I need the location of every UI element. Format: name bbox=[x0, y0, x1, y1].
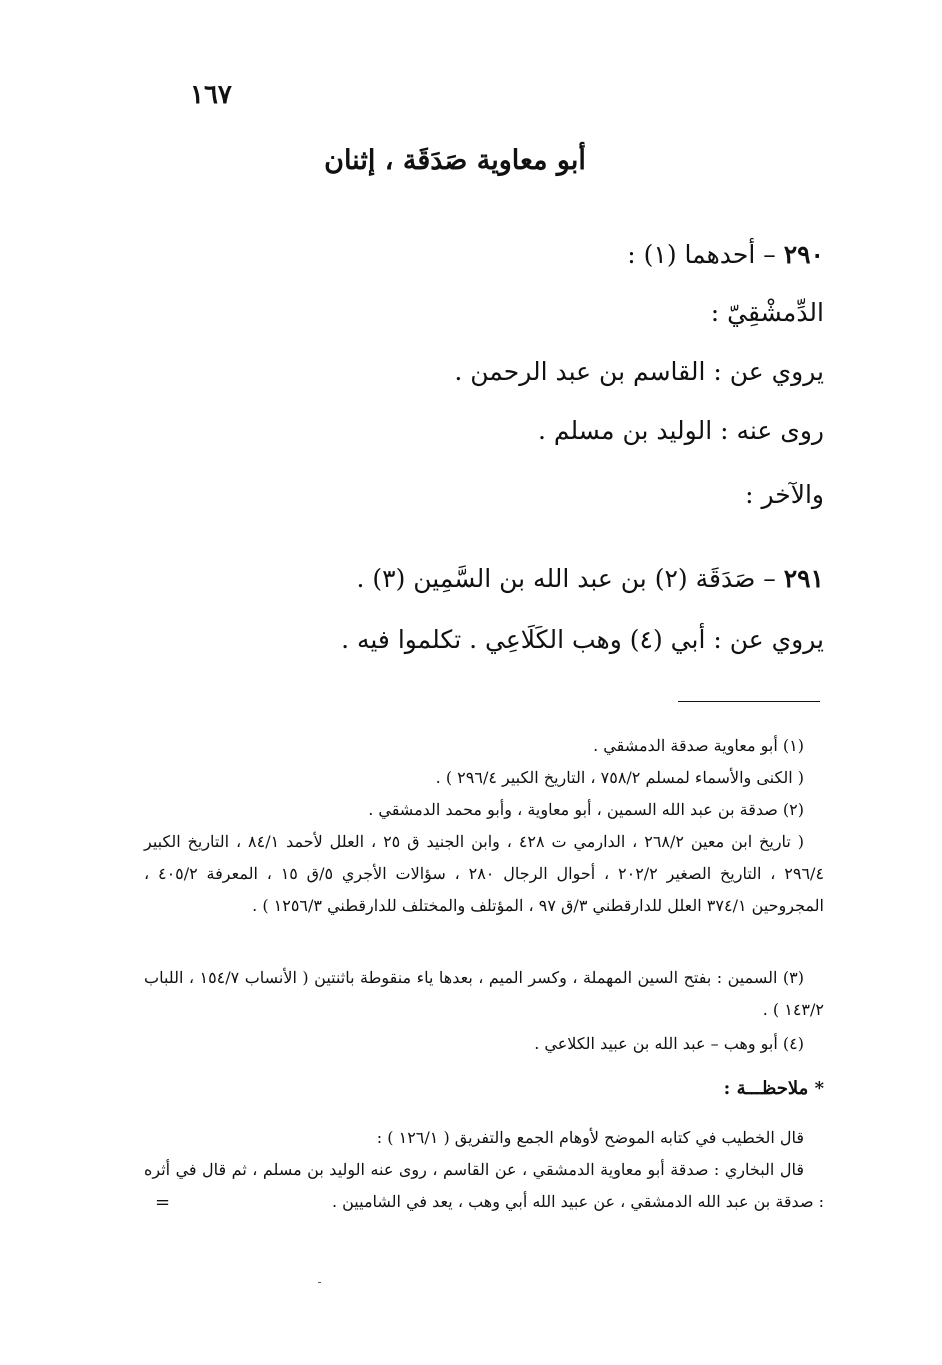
remark-line-1: قال الخطيب في كتابه الموضح لأوهام الجمع والتفريق ( ١٢٦/١ ) : bbox=[376, 1128, 804, 1147]
entry-290-heading bbox=[124, 240, 824, 269]
continuation-mark: = bbox=[155, 1192, 171, 1213]
other-label: والآخر : bbox=[745, 480, 824, 509]
entry-291-head-text: – صَدَقَة (٢) بن عبد الله بن السَّمِين (٣) . bbox=[356, 564, 776, 593]
entry-290-narrates-from: يروي عن : القاسم بن عبد الرحمن . bbox=[454, 357, 824, 386]
entry-290-number: ٢٩٠ bbox=[783, 240, 824, 269]
page-speck bbox=[318, 1282, 321, 1283]
page-number: ١٦٧ bbox=[190, 80, 232, 110]
footnote-1-text: (١) أبو معاوية صدقة الدمشقي . bbox=[593, 736, 804, 755]
entry-290-nisba: الدِّمشْقِيّ : bbox=[710, 298, 824, 327]
entry-290-head-text: – أحدهما (١) : bbox=[627, 240, 776, 269]
remark-heading: * ملاحظـــة : bbox=[723, 1078, 824, 1099]
entry-291-number: ٢٩١ bbox=[783, 564, 824, 593]
footnote-separator bbox=[678, 701, 820, 702]
entry-291-heading bbox=[124, 564, 824, 593]
footnote-1-sources: ( الكنى والأسماء لمسلم ٧٥٨/٢ ، التاريخ الكبير ٢٩٦/٤ ) . bbox=[435, 768, 804, 787]
footnote-2-sources: ( تاريخ ابن معين ٢٦٨/٢ ، الدارمي ت ٤٢٨ ، وابن الجنيد ق ٢٥ ، العلل لأحمد ٨٤/١ ، التاريخ الكبير ٢٩٦/٤ ، التاريخ الصغير ٢٠٢/٢ ، أحوال الرجال ٢٨٠ ، سؤالات الأجري ٥/ق ١٥ ، المعرفة ٤٠٥/٢ ، المجروحين ٣٧٤/١ العلل للدارقطني ٣/ق ٩٧ ، المؤتلف والمختلف للدارقطني ١٢٥٦/٣ ) . bbox=[144, 832, 825, 915]
entry-291-narrates-from: يروي عن : أبي (٤) وهب الكَلَاعِي . تكلموا فيه . bbox=[341, 625, 824, 654]
footnote-4: (٤) أبو وهب – عبد الله بن عبيد الكلاعي . bbox=[534, 1034, 804, 1053]
chapter-title: أبو معاوية صَدَقَة ، إثنان bbox=[324, 145, 586, 176]
footnote-3: (٣) السمين : بفتح السين المهملة ، وكسر الميم ، بعدها ياء منقوطة باثنتين ( الأنساب ١٥٤/٧ ، اللباب ١٤٣/٢ ) . bbox=[144, 968, 824, 1019]
footnote-2-text: (٢) صدقة بن عبد الله السمين ، أبو معاوية ، وأبو محمد الدمشقي . bbox=[368, 800, 804, 819]
remark-paragraph: قال البخاري : صدقة أبو معاوية الدمشقي ، عن القاسم ، روى عنه الوليد بن مسلم ، ثم قال في أثره : صدقة بن عبد الله الدمشقي ، عن عبيد الله أبي وهب ، يعد في الشاميين . bbox=[144, 1160, 824, 1211]
entry-290-narrated-by: روى عنه : الوليد بن مسلم . bbox=[538, 416, 824, 445]
